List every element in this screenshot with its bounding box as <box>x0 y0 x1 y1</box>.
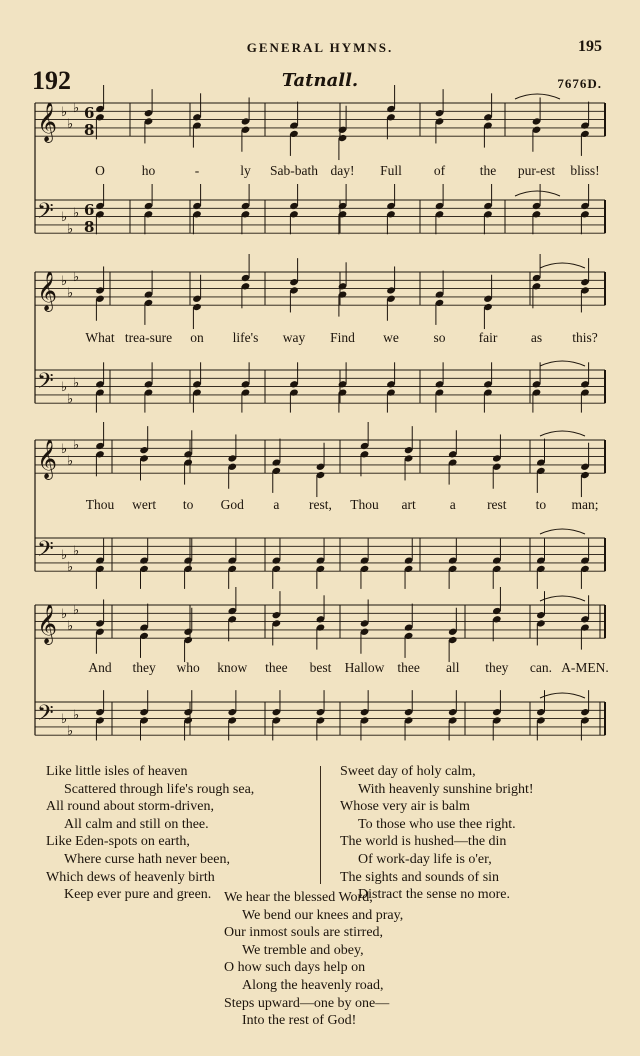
stanza-line: All round about storm-driven, <box>46 799 214 815</box>
flat-icon: ♭ <box>61 442 68 457</box>
stanza-line: Steps upward—one by one— <box>224 995 390 1011</box>
bass-clef-icon: 𝄢 <box>37 369 54 399</box>
flat-icon: ♭ <box>73 206 80 221</box>
lyric-syllable: man; <box>571 497 599 512</box>
time-signature-top: 6 <box>84 201 95 219</box>
flat-icon: ♭ <box>61 210 68 225</box>
lyric-syllable: know <box>217 660 248 675</box>
lyric-syllable: day! <box>330 163 355 178</box>
flat-icon: ♭ <box>67 560 74 575</box>
flat-icon: ♭ <box>61 607 68 622</box>
lyric-syllable: Sab-bath <box>270 163 318 178</box>
stanza-line: O how such days help on <box>224 960 366 976</box>
lyric-syllable: pur-est <box>517 163 556 178</box>
stanza-right <box>340 763 534 904</box>
treble-clef-icon: 𝄞 <box>37 604 58 644</box>
stanza-line: With heavenly sunshine bright! <box>358 781 534 797</box>
lyric-syllable: Hallow <box>344 660 385 675</box>
flat-icon: ♭ <box>67 222 74 237</box>
treble-clef-icon: 𝄞 <box>37 439 58 479</box>
hymn-number: 192 <box>32 66 71 95</box>
flat-icon: ♭ <box>67 117 74 132</box>
lyric-syllable: to <box>535 497 547 512</box>
flat-icon: ♭ <box>73 708 80 723</box>
lyric-syllable: trea-sure <box>124 330 173 345</box>
lyric-syllable: way <box>282 330 306 345</box>
time-signature-bottom: 8 <box>84 121 95 139</box>
flat-icon: ♭ <box>61 380 68 395</box>
lyric-syllable: art <box>401 497 416 512</box>
stanza-line: The sights and sounds of sin <box>340 869 500 885</box>
page-number: 195 <box>578 38 602 55</box>
tie <box>515 94 560 99</box>
lyric-syllable: to <box>182 497 194 512</box>
lyric-syllable: Thou <box>85 497 115 512</box>
tune-name: Tatnall. <box>281 70 359 91</box>
lyric-syllable: they <box>132 660 156 675</box>
stanza-line: Our inmost souls are stirred, <box>224 925 384 941</box>
tie <box>540 529 585 534</box>
lyric-syllable: so <box>433 330 446 345</box>
stanza-line: To those who use thee right. <box>358 816 516 832</box>
bass-clef-icon: 𝄢 <box>37 537 54 567</box>
time-signature-bottom: 8 <box>84 218 95 236</box>
stanza-line: Distract the sense no more. <box>358 887 511 903</box>
stanza-line: We bend our knees and pray, <box>242 907 404 923</box>
lyric-syllable: ho <box>141 163 156 178</box>
lyric-syllable: thee <box>397 660 420 675</box>
tie <box>540 361 585 366</box>
stanza-line: Like little isles of heaven <box>46 764 188 779</box>
stanza-left <box>46 763 254 904</box>
treble-clef-icon: 𝄞 <box>37 102 58 142</box>
lyric-syllable: this? <box>572 330 598 345</box>
running-title: GENERAL HYMNS. <box>246 40 394 55</box>
tie <box>540 693 585 698</box>
tie <box>515 191 560 196</box>
stanza-line: Sweet day of holy calm, <box>340 764 476 779</box>
flat-icon: ♭ <box>73 376 80 391</box>
lyric-syllable: rest, <box>309 497 332 512</box>
lyric-syllable: fair <box>478 330 498 345</box>
stanza-line: Scattered through life's rough sea, <box>64 781 255 797</box>
lyric-syllable: best <box>309 660 332 675</box>
time-signature-top: 6 <box>84 104 95 122</box>
lyric-syllable: as <box>530 330 543 345</box>
stanza-line: The world is hushed—the din <box>340 834 507 850</box>
stanza-line: Where curse hath never been, <box>64 851 230 867</box>
flat-icon: ♭ <box>61 548 68 563</box>
lyric-syllable: of <box>433 163 446 178</box>
flat-icon: ♭ <box>67 286 74 301</box>
lyric-syllable: a <box>273 497 280 512</box>
tie <box>540 431 585 436</box>
lyric-syllable: And <box>88 660 112 675</box>
flat-icon: ♭ <box>73 101 80 116</box>
lyric-syllable: Find <box>330 330 355 345</box>
lyric-syllable: A-MEN. <box>561 660 609 675</box>
lyric-syllable: life's <box>232 330 259 345</box>
lyric-syllable: wert <box>132 497 157 512</box>
lyric-syllable: - <box>194 163 200 178</box>
lyric-syllable: rest <box>487 497 507 512</box>
flat-icon: ♭ <box>61 712 68 727</box>
lyric-syllable: thee <box>265 660 288 675</box>
bass-clef-icon: 𝄢 <box>37 701 54 731</box>
stanza-line: We hear the blessed Word, <box>224 890 373 905</box>
flat-icon: ♭ <box>73 438 80 453</box>
flat-icon: ♭ <box>73 544 80 559</box>
lyric-syllable: ly <box>240 163 251 178</box>
lyric-syllable: Thou <box>350 497 379 512</box>
lyric-syllable: can. <box>529 660 552 675</box>
stanza-line: We tremble and obey, <box>242 942 364 958</box>
stanza-line: Like Eden-spots on earth, <box>46 834 190 850</box>
lyric-line <box>0 163 640 183</box>
flat-icon: ♭ <box>67 392 74 407</box>
stanza-line: Of work-day life is o'er, <box>358 851 492 867</box>
lyric-line <box>0 497 640 517</box>
stanza-line: Whose very air is balm <box>340 799 470 815</box>
lyric-syllable: What <box>85 330 115 345</box>
flat-icon: ♭ <box>73 270 80 285</box>
stanza-line: Keep ever pure and green. <box>64 887 212 903</box>
lyric-syllable: we <box>383 330 399 345</box>
flat-icon: ♭ <box>67 619 74 634</box>
stanza-line: Which dews of heavenly birth <box>46 869 215 885</box>
meter: 7676D. <box>557 76 602 91</box>
flat-icon: ♭ <box>61 274 68 289</box>
flat-icon: ♭ <box>67 454 74 469</box>
stanza-line: All calm and still on thee. <box>64 816 209 832</box>
flat-icon: ♭ <box>73 603 80 618</box>
lyric-line <box>0 330 640 350</box>
flat-icon: ♭ <box>61 105 68 120</box>
lyric-syllable: who <box>176 660 200 675</box>
lyric-syllable: God <box>220 497 244 512</box>
lyric-syllable: a <box>449 497 456 512</box>
lyric-syllable: bliss! <box>570 163 600 178</box>
treble-clef-icon: 𝄞 <box>37 271 58 311</box>
lyric-syllable: on <box>190 330 204 345</box>
lyric-syllable: the <box>479 163 497 178</box>
stanza-center <box>224 889 403 1030</box>
flat-icon: ♭ <box>67 724 74 739</box>
lyric-syllable: O <box>95 163 105 178</box>
stanza-line: Along the heavenly road, <box>242 977 384 993</box>
tie <box>540 263 585 268</box>
lyric-syllable: Full <box>380 163 402 178</box>
lyric-syllable: all <box>445 660 460 675</box>
stanza-line: Into the rest of God! <box>242 1013 357 1029</box>
tie <box>540 596 585 601</box>
lyric-syllable: they <box>485 660 509 675</box>
bass-clef-icon: 𝄢 <box>37 199 54 229</box>
column-divider <box>320 766 321 884</box>
lyric-line <box>0 660 640 680</box>
